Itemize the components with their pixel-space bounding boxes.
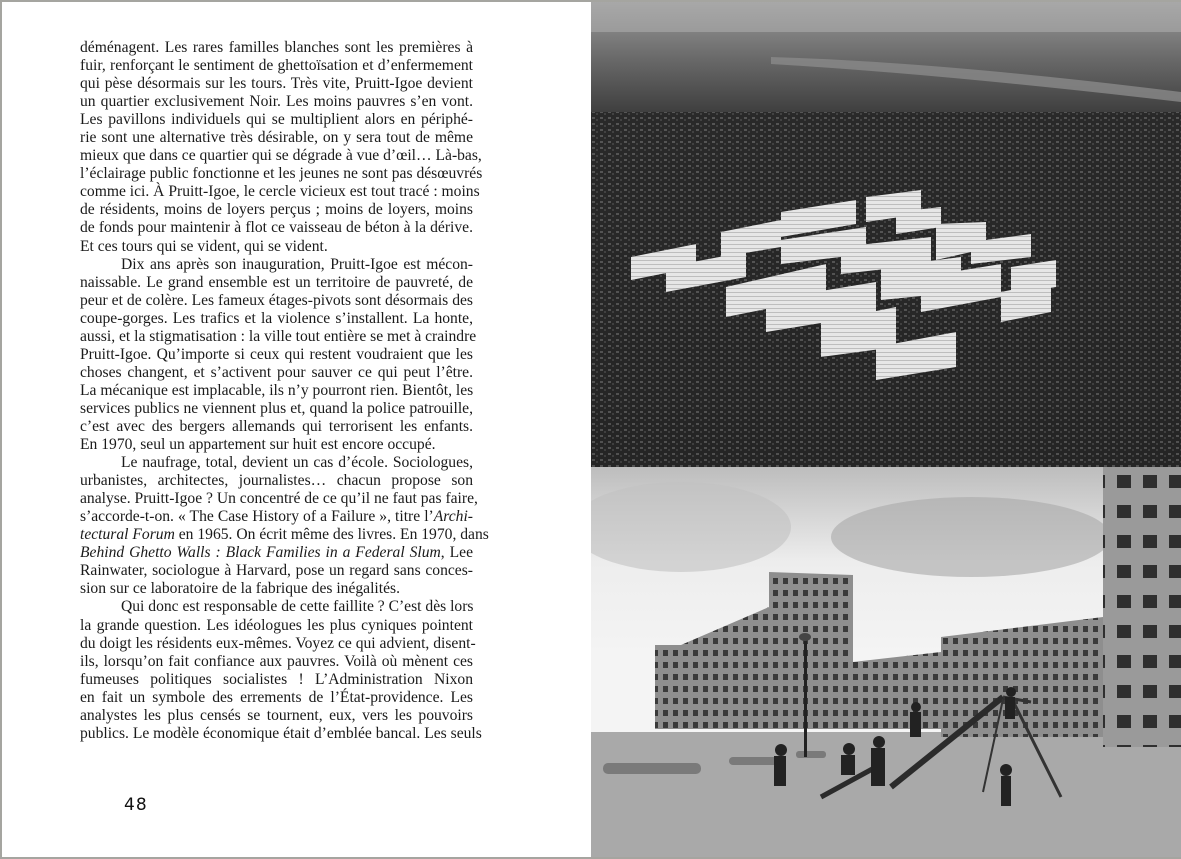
paragraph-1	[80, 39, 483, 256]
text-line: ils, lorsqu’on fait confiance aux pauvres. Voilà où mènent ces	[80, 652, 473, 670]
text-line: fumeuses politiques socialistes ! L’Administration Nixon	[80, 670, 473, 688]
text-line: de fonds pour maintenir à flot ce vaisseau de béton à la dérive.	[80, 219, 473, 237]
text-line: un quartier exclusivement Noir. Les moins pauvres s’en vont.	[80, 93, 473, 111]
ground	[591, 732, 1181, 857]
aerial-photo	[591, 2, 1181, 467]
text-line	[80, 508, 473, 526]
text-line: analyse. Pruitt-Igoe ? Un concentré de ce qu’il ne faut pas faire,	[80, 490, 478, 508]
text-line: Le naufrage, total, devient un cas d’école. Sociologues,	[121, 454, 473, 472]
left-page	[2, 2, 591, 857]
text-line: comme ici. À Pruitt-Igoe, le cercle vicieux est tout tracé : moins	[80, 183, 480, 201]
text-line: Dix ans après son inauguration, Pruitt-Igoe est mécon-	[121, 255, 473, 273]
text-line: coupe-gorges. Les trafics et la violence s’installent. La honte,	[80, 309, 473, 327]
text-line: urbanistes, architectes, journalistes… chacun propose son	[80, 472, 473, 490]
aerial-photo-illustration	[591, 2, 1181, 467]
journal-title: tectural Forum	[80, 526, 175, 544]
book-spread	[2, 2, 1181, 857]
text-line	[80, 526, 489, 544]
text-line: de résidents, moins de loyers perçus ; moins de loyers, moins	[80, 201, 473, 219]
book-title: Behind Ghetto Walls : Black Families in a Federal Slum	[80, 544, 441, 562]
text-line: Et ces tours qui se vident, qui se vident.	[80, 237, 328, 255]
paragraph-2	[80, 255, 477, 455]
text-line: Les pavillons individuels qui se multiplient alors en périphé-	[80, 111, 473, 129]
haze	[591, 2, 1181, 32]
text-line: fuir, renforçant le sentiment de ghettoïsation et d’enfermement	[80, 57, 473, 75]
text-line: qui pèse désormais sur les tours. Très vite, Pruitt-Igoe devient	[80, 75, 473, 93]
text-line: Rainwater, sociologue à Harvard, pose un regard sans conces-	[80, 562, 473, 580]
text-line: déménagent. Les rares familles blanches sont les premières à	[80, 39, 473, 56]
text-line: la grande question. Les idéologues les plus cyniques pointent	[80, 616, 473, 634]
text-run: , Lee	[440, 544, 473, 562]
body-text	[80, 39, 489, 743]
lamp-head	[799, 633, 811, 641]
text-line: analystes les plus censés se tournent, eux, vers les pouvoirs	[80, 706, 473, 724]
journal-title: Archi-	[433, 508, 473, 526]
text-line: La mécanique est implacable, ils n’y pourront rien. Bientôt, les	[80, 381, 474, 399]
text-line: Qui donc est responsable de cette faillite ? C’est dès lors	[121, 598, 474, 616]
text-run: en 1965. On écrit même des livres. En 1970, dans	[174, 526, 489, 544]
text-line: l’éclairage public fonctionne et les jeunes ne sont pas désœuvrés	[80, 165, 483, 183]
text-line: mieux que dans ce quartier qui se dégrade à vue d’œil… Là-bas,	[80, 147, 482, 165]
text-line: c’est avec des bergers allemands qui terrorisent les enfants.	[80, 417, 473, 435]
text-line: services publics ne viennent plus et, quand la police patrouille,	[80, 399, 473, 417]
playground-photo	[591, 467, 1181, 857]
text-line	[80, 544, 473, 562]
text-run: s’accorde-t-on. « The Case History of a Failure », titre l’	[80, 508, 434, 526]
text-line: naissable. Le grand ensemble est un territoire de pauvreté, de	[80, 273, 473, 291]
text-line: en fait un symbole des errements de l’État-providence. Les	[80, 688, 473, 706]
paragraph-4	[80, 598, 482, 742]
text-line: peur et de colère. Les fameux étages-pivots sont désormais des	[80, 291, 473, 309]
text-line: du doigt les résidents eux-mêmes. Voyez ce qui advient, disent-	[80, 634, 476, 652]
cloud	[831, 497, 1111, 577]
playground-photo-illustration	[591, 467, 1181, 857]
lamp-post	[804, 637, 807, 757]
paragraph-3	[80, 454, 489, 598]
text-line: publics. Le modèle économique était d’emblée bancal. Les seuls	[80, 724, 482, 742]
text-line: En 1970, seul un appartement sur huit est encore occupé.	[80, 436, 436, 454]
text-line: aussi, et la stigmatisation : la ville tout entière se met à craindre	[80, 327, 477, 345]
page-number: 48	[124, 795, 148, 815]
text-line: sion sur ce laboratoire de la fabrique des inégalités.	[80, 580, 400, 598]
text-line: Pruitt-Igoe. Qu’importe si ceux qui restent voudraient que les	[80, 345, 473, 363]
text-line: rie sont une alternative très désirable, on y sera tout de même	[80, 129, 473, 147]
text-line: choses changent, et s’activent pour sauver ce qui peut l’être.	[80, 363, 473, 381]
